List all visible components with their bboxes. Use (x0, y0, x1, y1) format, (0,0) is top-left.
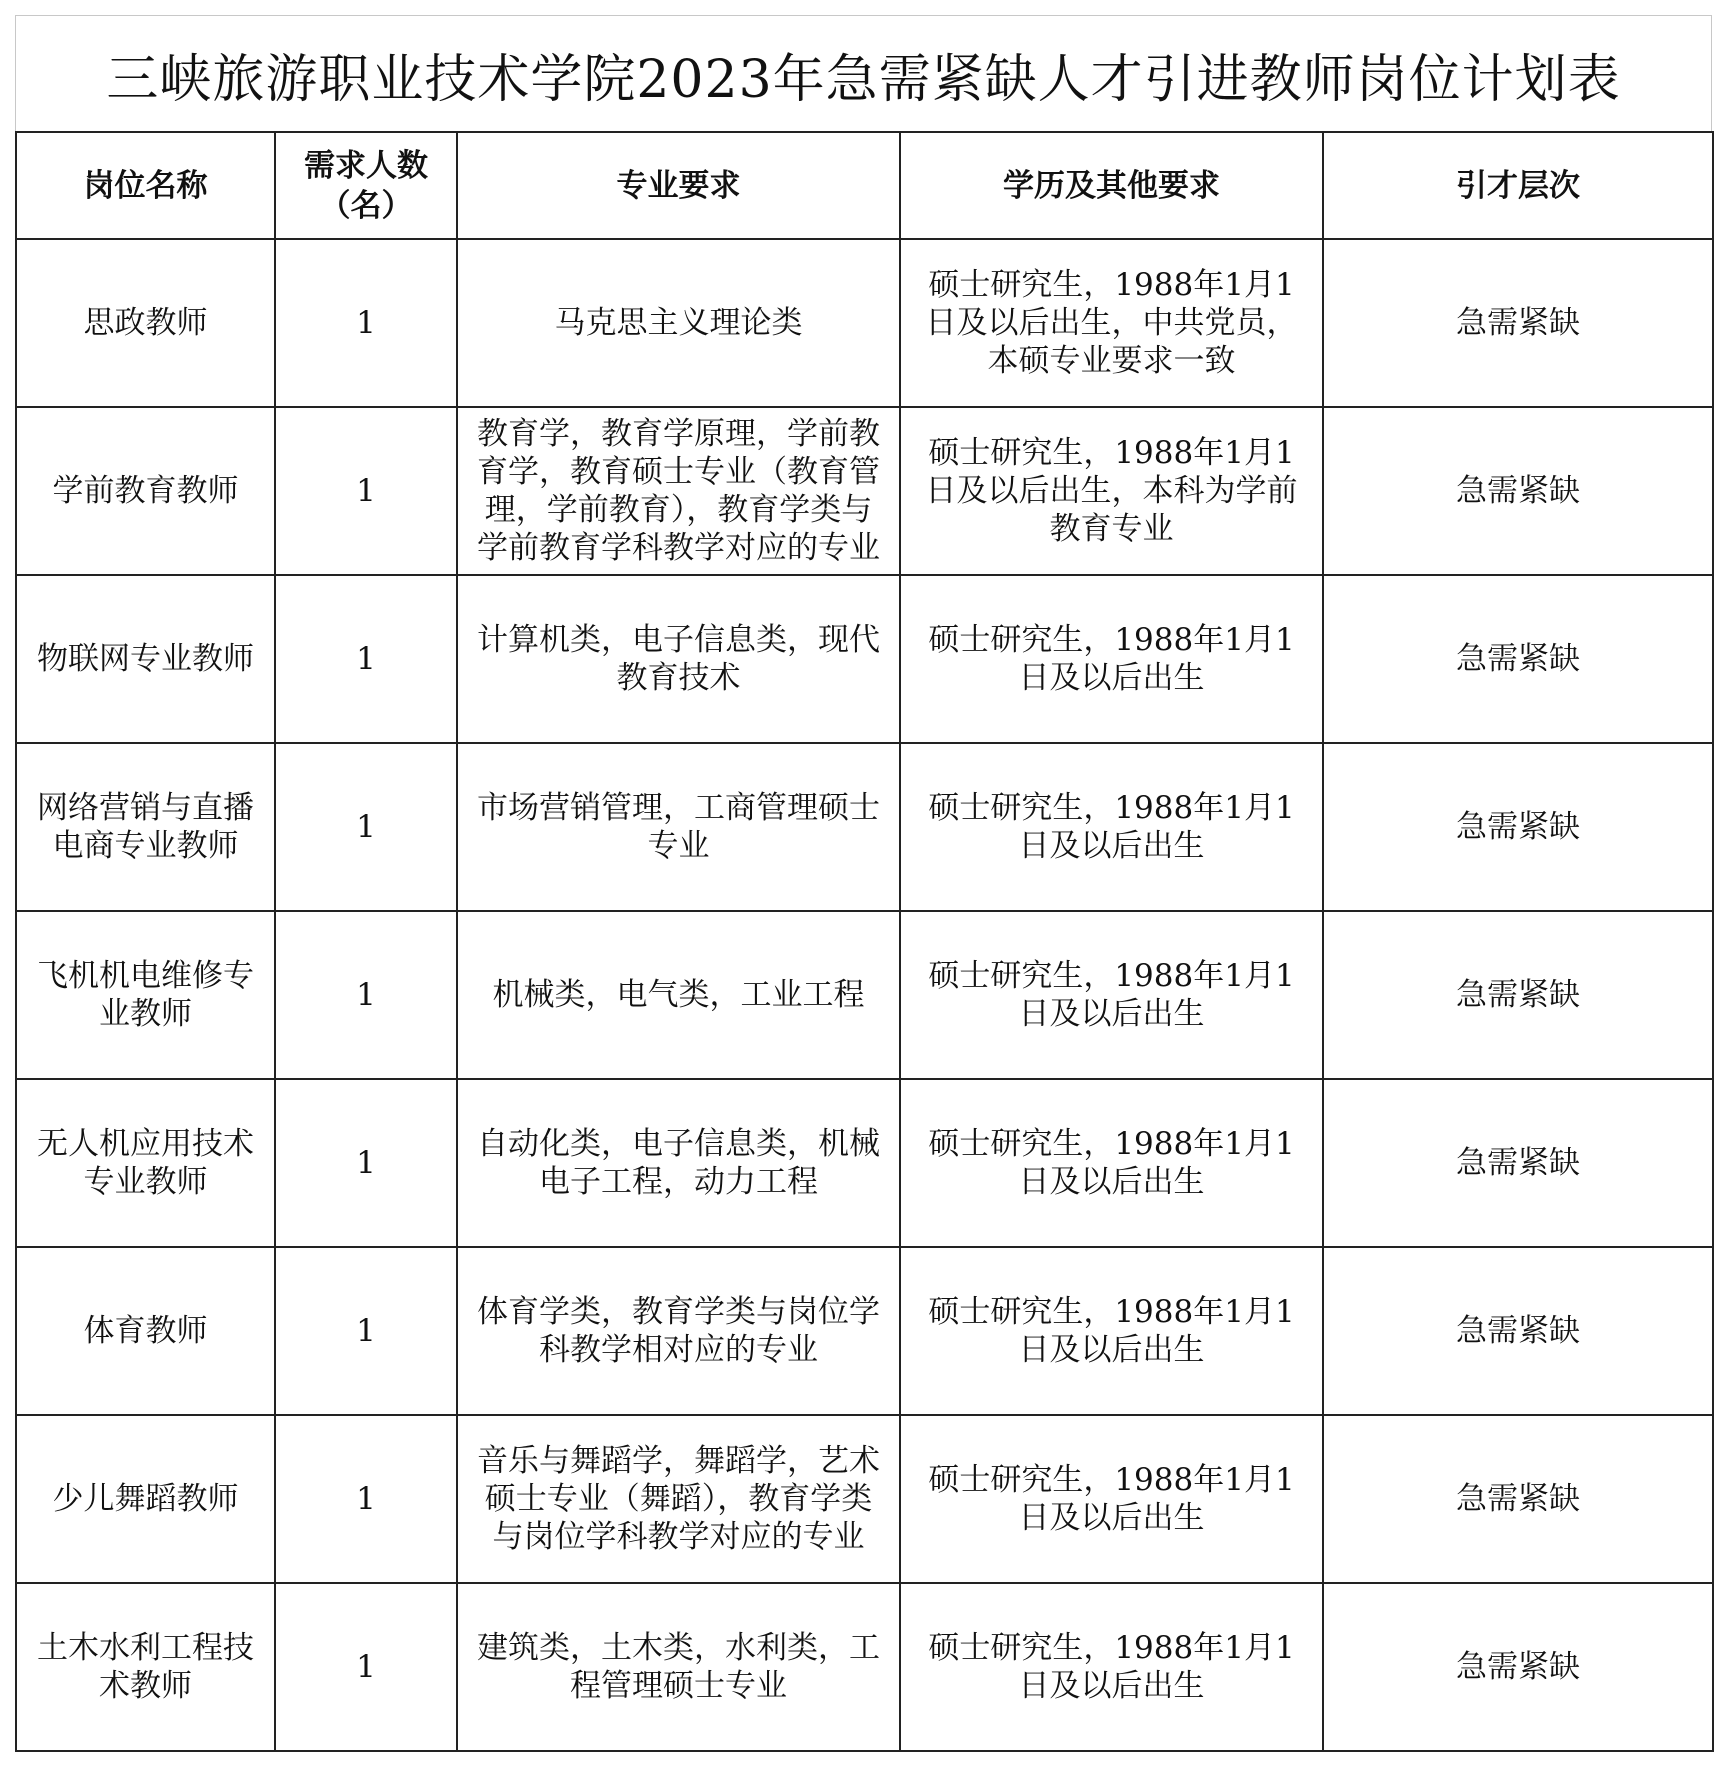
talent-level-cell: 急需紧缺 (1323, 1583, 1713, 1751)
header-headcount: 需求人数（名） (275, 132, 457, 239)
headcount-cell: 1 (275, 1583, 457, 1751)
talent-level-cell: 急需紧缺 (1323, 1247, 1713, 1415)
headcount-cell: 1 (275, 911, 457, 1079)
table-row (16, 239, 1713, 407)
table-row (16, 575, 1713, 743)
header-talent-level: 引才层次 (1323, 132, 1713, 239)
talent-level-cell: 急需紧缺 (1323, 239, 1713, 407)
recruitment-plan-table (15, 131, 1714, 1752)
major-requirement-cell: 音乐与舞蹈学，舞蹈学，艺术硕士专业（舞蹈），教育学类与岗位学科教学对应的专业 (457, 1415, 900, 1583)
table-row (16, 911, 1713, 1079)
education-requirement-cell: 硕士研究生，1988年1月1日及以后出生 (900, 575, 1323, 743)
education-requirement-cell: 硕士研究生，1988年1月1日及以后出生 (900, 743, 1323, 911)
position-name-cell: 飞机机电维修专业教师 (16, 911, 275, 1079)
table-row (16, 1415, 1713, 1583)
headcount-cell: 1 (275, 239, 457, 407)
page-title: 三峡旅游职业技术学院2023年急需紧缺人才引进教师岗位计划表 (106, 49, 1621, 110)
major-requirement-cell: 教育学，教育学原理，学前教育学，教育硕士专业（教育管理，学前教育），教育学类与学前教育学科教学对应的专业 (457, 407, 900, 575)
talent-level-cell: 急需紧缺 (1323, 407, 1713, 575)
headcount-cell: 1 (275, 743, 457, 911)
headcount-cell: 1 (275, 1247, 457, 1415)
major-requirement-cell: 计算机类，电子信息类，现代教育技术 (457, 575, 900, 743)
education-requirement-cell: 硕士研究生，1988年1月1日及以后出生 (900, 1415, 1323, 1583)
education-requirement-cell: 硕士研究生，1988年1月1日及以后出生 (900, 1583, 1323, 1751)
position-name-cell: 思政教师 (16, 239, 275, 407)
education-requirement-cell: 硕士研究生，1988年1月1日及以后出生，中共党员，本硕专业要求一致 (900, 239, 1323, 407)
header-position-name: 岗位名称 (16, 132, 275, 239)
position-name-cell: 少儿舞蹈教师 (16, 1415, 275, 1583)
table-row (16, 407, 1713, 575)
position-name-cell: 物联网专业教师 (16, 575, 275, 743)
major-requirement-cell: 机械类，电气类，工业工程 (457, 911, 900, 1079)
table-row (16, 743, 1713, 911)
major-requirement-cell: 建筑类，土木类，水利类，工程管理硕士专业 (457, 1583, 900, 1751)
table-row (16, 1247, 1713, 1415)
position-name-cell: 无人机应用技术专业教师 (16, 1079, 275, 1247)
header-education-requirement: 学历及其他要求 (900, 132, 1323, 239)
headcount-cell: 1 (275, 575, 457, 743)
position-name-cell: 体育教师 (16, 1247, 275, 1415)
talent-level-cell: 急需紧缺 (1323, 743, 1713, 911)
major-requirement-cell: 市场营销管理，工商管理硕士专业 (457, 743, 900, 911)
talent-level-cell: 急需紧缺 (1323, 1415, 1713, 1583)
major-requirement-cell: 马克思主义理论类 (457, 239, 900, 407)
education-requirement-cell: 硕士研究生，1988年1月1日及以后出生 (900, 1247, 1323, 1415)
position-name-cell: 土木水利工程技术教师 (16, 1583, 275, 1751)
education-requirement-cell: 硕士研究生，1988年1月1日及以后出生 (900, 911, 1323, 1079)
talent-level-cell: 急需紧缺 (1323, 911, 1713, 1079)
title-cell (15, 15, 1712, 132)
header-row (16, 132, 1713, 239)
education-requirement-cell: 硕士研究生，1988年1月1日及以后出生，本科为学前教育专业 (900, 407, 1323, 575)
education-requirement-cell: 硕士研究生，1988年1月1日及以后出生 (900, 1079, 1323, 1247)
table-row (16, 1583, 1713, 1751)
headcount-cell: 1 (275, 407, 457, 575)
position-name-cell: 学前教育教师 (16, 407, 275, 575)
document-sheet (15, 15, 1712, 1755)
position-name-cell: 网络营销与直播电商专业教师 (16, 743, 275, 911)
talent-level-cell: 急需紧缺 (1323, 1079, 1713, 1247)
talent-level-cell: 急需紧缺 (1323, 575, 1713, 743)
headcount-cell: 1 (275, 1415, 457, 1583)
table-row (16, 1079, 1713, 1247)
major-requirement-cell: 体育学类，教育学类与岗位学科教学相对应的专业 (457, 1247, 900, 1415)
header-major-requirement: 专业要求 (457, 132, 900, 239)
headcount-cell: 1 (275, 1079, 457, 1247)
major-requirement-cell: 自动化类，电子信息类，机械电子工程，动力工程 (457, 1079, 900, 1247)
